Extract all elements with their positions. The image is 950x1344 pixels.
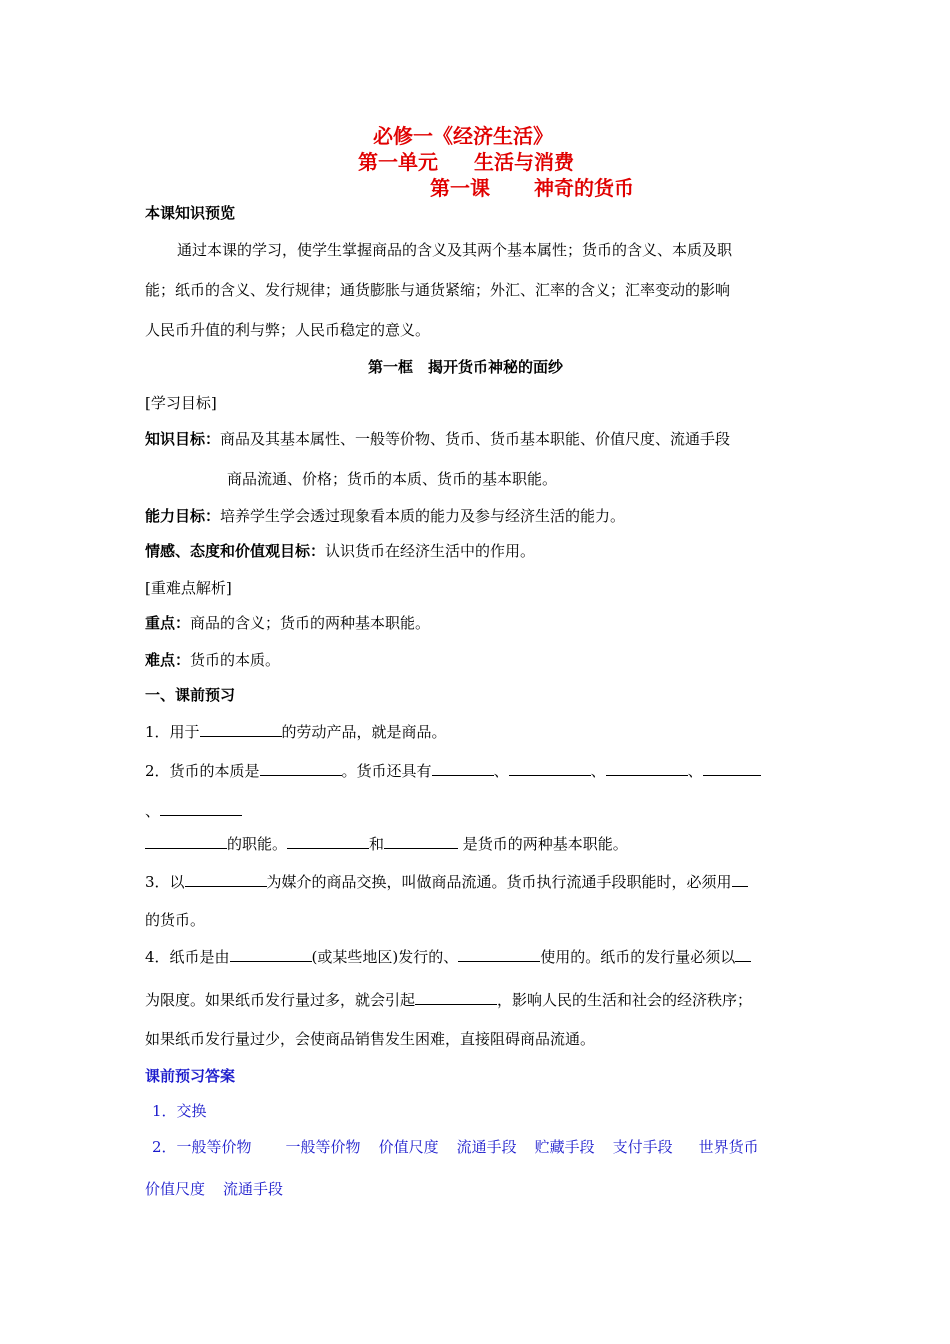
knowledge-goal-cont: 商品流通、价格；货币的本质、货币的基本职能。	[227, 470, 558, 488]
q2-text-a: 2．货币的本质是	[145, 762, 260, 780]
prestudy-heading: 一、课前预习	[145, 686, 236, 704]
unit-topic: 生活与消费	[474, 150, 574, 174]
answer-3-item: 价值尺度	[145, 1180, 206, 1198]
q2-blank-6[interactable]	[145, 833, 227, 849]
preview-para-line3: 人民币升值的利与弊；人民币稳定的意义。	[145, 321, 431, 339]
emotion-label: 情感、态度和价值观目标：	[145, 542, 326, 560]
section-title: 第一框 揭开货币神秘的面纱	[368, 358, 564, 376]
answer-3	[145, 1179, 283, 1199]
q4-blank-3[interactable]	[735, 946, 751, 962]
q2-blank-essence[interactable]	[260, 760, 342, 776]
q2-text-b: 。货币还具有	[341, 762, 432, 780]
emotion-text: 认识货币在经济生活中的作用。	[325, 542, 536, 560]
key-text: 商品的含义；货币的两种基本职能。	[190, 614, 431, 632]
answer-2-item: 一般等价物	[285, 1138, 361, 1156]
q2-sep-2: 、	[590, 762, 606, 780]
q4-blank-1[interactable]	[230, 946, 312, 962]
question-2	[145, 760, 761, 781]
knowledge-label: 知识目标：	[145, 430, 221, 448]
question-3	[145, 871, 748, 892]
doc-title-line1: 必修一《经济生活》	[373, 124, 553, 148]
q2-sep-1: 、	[493, 762, 509, 780]
answer-1: 1．交换	[152, 1102, 207, 1120]
q3-text-b: 为媒介的商品交换，叫做商品流通。货币执行流通手段职能时，必须用	[266, 873, 732, 891]
hard-label: 难点：	[145, 651, 191, 669]
hard-point	[145, 650, 280, 670]
knowledge-goal	[145, 429, 730, 449]
q4-text-d: 为限度。如果纸币发行量过多，就会引起	[145, 991, 416, 1009]
answer-2-item: 2．一般等价物	[152, 1138, 252, 1156]
q3-blank-2[interactable]	[732, 871, 748, 887]
doc-title-line2	[358, 150, 574, 174]
q2-blank-7[interactable]	[287, 833, 369, 849]
preview-para-line2: 能；纸币的含义、发行规律；通货膨胀与通货紧缩；外汇、汇率的含义；汇率变动的影响	[145, 281, 731, 299]
q4-blank-4[interactable]	[415, 989, 497, 1005]
answer-2-item: 价值尺度	[378, 1138, 439, 1156]
q1-text-a: 1．用于	[145, 723, 200, 741]
key-point	[145, 613, 430, 633]
preview-heading: 本课知识预览	[145, 204, 236, 222]
q2-blank-5[interactable]	[160, 800, 242, 816]
q3-blank-1[interactable]	[185, 871, 267, 887]
q2-blank-2[interactable]	[509, 760, 591, 776]
question-4-cont2: 如果纸币发行量过少，会使商品销售发生困难，直接阻碍商品流通。	[145, 1030, 596, 1048]
emotion-goal	[145, 541, 535, 561]
answer-2-item: 流通手段	[456, 1138, 517, 1156]
q4-blank-2[interactable]	[458, 946, 540, 962]
q2-sep-3: 、	[687, 762, 703, 780]
goals-heading: [学习目标]	[145, 394, 217, 412]
q2c-text-c: 是货币的两种基本职能。	[458, 835, 628, 853]
q2-blank-4[interactable]	[703, 760, 761, 776]
question-3-cont: 的货币。	[145, 911, 206, 929]
question-2-cont	[145, 833, 628, 854]
knowledge-text: 商品及其基本属性、一般等价物、货币、货币基本职能、价值尺度、流通手段	[220, 430, 731, 448]
question-1	[145, 721, 447, 742]
q3-text-a: 3．以	[145, 873, 185, 891]
q1-blank[interactable]	[200, 721, 282, 737]
answer-2	[152, 1137, 759, 1157]
q2c-text-a: 的职能。	[227, 835, 288, 853]
answers-heading: 课前预习答案	[145, 1067, 236, 1085]
q4-text-b: (或某些地区)发行的、	[311, 948, 459, 966]
lesson-topic: 神奇的货币	[534, 176, 634, 200]
q2-blank-8[interactable]	[384, 833, 458, 849]
lesson-label: 第一课	[430, 176, 490, 200]
question-2-wrap	[145, 800, 242, 821]
unit-label: 第一单元	[358, 150, 438, 174]
q2-blank-3[interactable]	[606, 760, 688, 776]
answer-2-item: 贮藏手段	[534, 1138, 595, 1156]
q4-text-c: 使用的。纸币的发行量必须以	[540, 948, 736, 966]
q2c-text-b: 和	[369, 835, 385, 853]
q2-sep-4: 、	[145, 802, 161, 820]
answer-3-item: 流通手段	[223, 1180, 284, 1198]
key-label: 重点：	[145, 614, 191, 632]
keypoints-heading: [重难点解析]	[145, 579, 232, 597]
preview-para-line1: 通过本课的学习，使学生掌握商品的含义及其两个基本属性；货币的含义、本质及职	[177, 241, 733, 259]
ability-label: 能力目标：	[145, 507, 221, 525]
question-4	[145, 946, 751, 967]
answer-2-item: 支付手段	[612, 1138, 673, 1156]
q1-text-b: 的劳动产品，就是商品。	[281, 723, 447, 741]
doc-title-line3	[430, 176, 634, 200]
answer-2-item: 世界货币	[698, 1138, 759, 1156]
q4-text-e: ，影响人民的生活和社会的经济秩序；	[497, 991, 753, 1009]
q2-blank-1[interactable]	[432, 760, 494, 776]
ability-goal	[145, 506, 625, 526]
hard-text: 货币的本质。	[190, 651, 281, 669]
ability-text: 培养学生学会透过现象看本质的能力及参与经济生活的能力。	[220, 507, 626, 525]
question-4-cont	[145, 989, 752, 1010]
q4-text-a: 4．纸币是由	[145, 948, 230, 966]
